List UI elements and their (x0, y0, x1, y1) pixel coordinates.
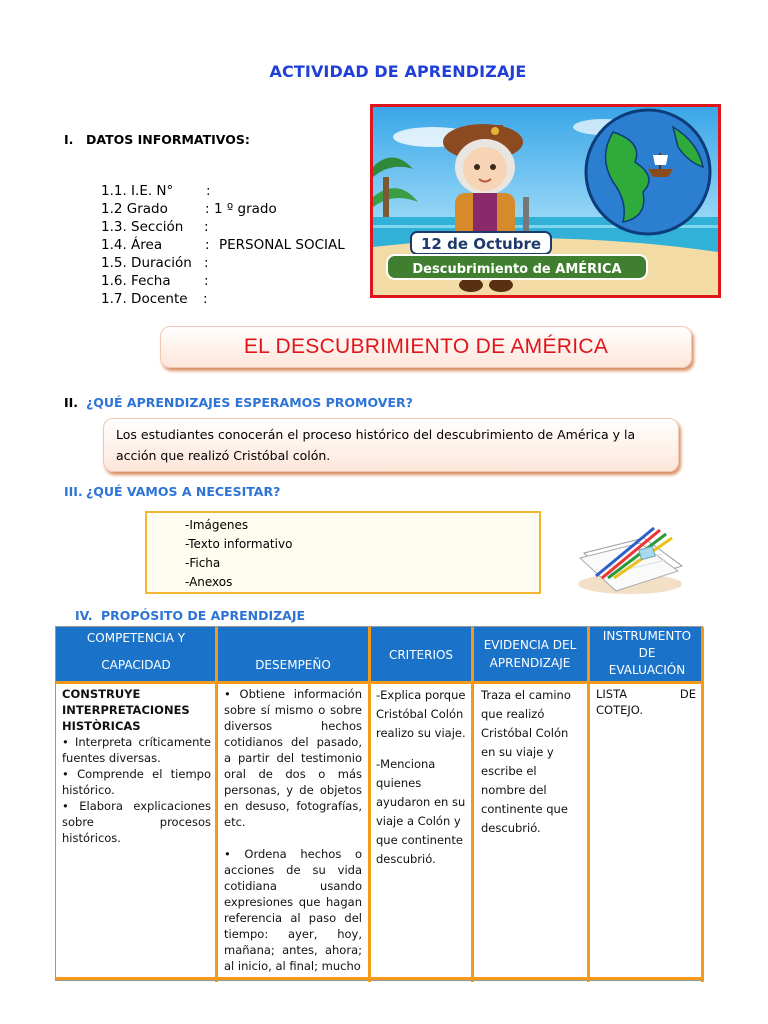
section-3-number: III. (64, 484, 83, 499)
material-item: -Imágenes (185, 518, 249, 532)
info-sep: : (206, 183, 211, 199)
info-sep: : (205, 237, 210, 253)
cell-competencia (62, 686, 211, 846)
cell-evidencia (481, 686, 581, 838)
column-divider (701, 627, 704, 982)
page-title: ACTIVIDAD DE APRENDIZAJE (269, 62, 527, 81)
section-4-number: IV. (75, 608, 93, 623)
info-label: 1.3. Sección (101, 219, 184, 235)
header-instrumento-line2: DE (638, 646, 656, 660)
info-label: 1.2 Grado (101, 201, 168, 217)
main-banner (160, 326, 692, 368)
instrumento-text: LISTA DE COTEJO. (596, 687, 696, 717)
materials-box (145, 511, 541, 594)
section-2-number: II. (64, 395, 79, 410)
competencia-item: • Interpreta críticamente fuentes diversas. (62, 735, 211, 765)
info-label: 1.6. Fecha (101, 273, 171, 289)
cell-desempeno (224, 686, 362, 974)
info-label: 1.5. Duración (101, 255, 192, 271)
info-label: 1.4. Área (101, 237, 163, 253)
column-divider (215, 627, 218, 982)
material-item: -Texto informativo (185, 537, 293, 551)
paper-pencils-icon (574, 518, 686, 596)
header-competencia (56, 627, 216, 681)
header-desempeno-label: DESEMPEÑO (255, 658, 331, 672)
section-1-heading (64, 132, 250, 147)
section-3-title: ¿QUÉ VAMOS A NECESITAR? (86, 484, 281, 499)
criterio-item: -Menciona quienes ayudaron en su viaje a Colón y que continente descubrió. (376, 757, 466, 866)
section-1-number: I. (64, 132, 74, 147)
competencia-item: • Comprende el tiempo histórico. (62, 767, 211, 797)
info-sep: : (204, 219, 209, 235)
hero-caption: Descubrimiento de AMÉRICA (412, 262, 622, 277)
hero-date-label: 12 de Octubre (420, 235, 542, 253)
section-1-title: DATOS INFORMATIVOS: (86, 132, 250, 147)
header-instrumento (590, 627, 704, 681)
header-evidencia-line2: APRENDIZAJE (489, 656, 571, 670)
section-4-heading (75, 608, 305, 623)
material-item: -Anexos (185, 575, 233, 589)
table-header (56, 627, 702, 681)
criterio-item: -Explica porque Cristóbal Colón realizo su viaje. (376, 688, 466, 740)
column-divider (471, 627, 474, 982)
purpose-table (55, 626, 703, 981)
header-evidencia (474, 627, 586, 681)
header-divider (56, 681, 702, 684)
learning-text-box (103, 418, 679, 472)
header-instrumento-line1: INSTRUMENTO (602, 629, 692, 643)
info-label: 1.7. Docente (101, 291, 188, 307)
header-instrumento-line3: EVALUACIÓN (608, 663, 686, 677)
table-bottom-border (56, 977, 702, 980)
material-item: -Ficha (185, 556, 221, 570)
cell-instrumento (596, 686, 696, 718)
header-criterios-label: CRITERIOS (388, 648, 454, 662)
section-2-title: ¿QUÉ APRENDIZAJES ESPERAMOS PROMOVER? (86, 395, 413, 410)
header-desempeno (218, 627, 368, 681)
column-divider (587, 627, 590, 982)
column-divider (368, 627, 371, 982)
section-3-heading (64, 484, 280, 499)
section-4-title: PROPÓSITO DE APRENDIZAJE (101, 608, 306, 623)
info-sep: : (204, 255, 209, 271)
competencia-title: CONSTRUYE INTERPRETACIONES HISTÒRICAS (62, 687, 190, 733)
header-evidencia-line1: EVIDENCIA DEL (483, 638, 577, 652)
info-sep: : (203, 291, 208, 307)
columbus-globe-illustration (373, 107, 718, 295)
cell-criterios (376, 686, 468, 869)
section-2-heading (64, 395, 413, 410)
info-label: 1.1. I.E. N° (101, 183, 174, 199)
evidencia-text: Traza el camino que realizó Cristóbal Colón en su viaje y escribe el nombre del continente que descubrió. (481, 688, 571, 835)
competencia-item: • Elabora explicaciones sobre procesos históricos. (62, 799, 211, 845)
header-competencia-line1: COMPETENCIA Y (86, 631, 186, 645)
desempeno-item: • Ordena hechos o acciones de su vida cotidiana usando expresiones que hagan referencia al paso del tiempo: ayer, hoy, mañana; antes, ahora; al inicio, al final; mucho (224, 847, 362, 973)
desempeno-item: • Obtiene información sobre sí mismo o sobre diversos hechos cotidianos del pasado, a partir del testimonio oral de dos o más personas, y de objetos en desuso, fotografías, etc. (224, 687, 362, 829)
banner-title: EL DESCUBRIMIENTO DE AMÉRICA (243, 335, 609, 358)
info-sep: : (205, 201, 210, 217)
learning-text: Los estudiantes conocerán el proceso histórico del descubrimiento de América y la acción que realizó Cristóbal colón. (116, 427, 636, 463)
hero-image (370, 104, 721, 298)
header-criterios (371, 627, 471, 681)
info-sep: : (204, 273, 209, 289)
header-competencia-line2: CAPACIDAD (101, 658, 171, 672)
info-value-area: PERSONAL SOCIAL (219, 237, 345, 253)
info-value-grado: 1 º grado (214, 201, 277, 217)
